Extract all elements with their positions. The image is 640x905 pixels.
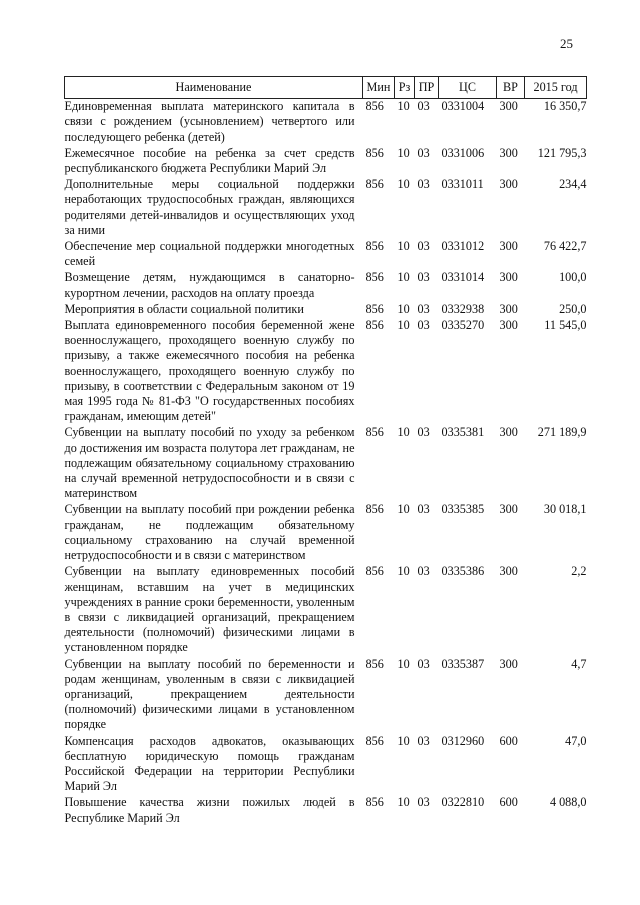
row-pr: 03 bbox=[417, 99, 430, 114]
row-min: 856 bbox=[365, 99, 384, 114]
row-cs: 0335387 bbox=[441, 656, 485, 671]
row-cs: 0332938 bbox=[441, 301, 485, 316]
row-amount: 100,0 bbox=[559, 270, 587, 285]
table-row bbox=[65, 177, 587, 239]
column-header-year: 2015 год bbox=[525, 77, 587, 99]
row-pr: 03 bbox=[417, 564, 430, 579]
row-rz: 10 bbox=[397, 425, 410, 440]
budget-table bbox=[64, 76, 587, 827]
row-name: Ежемесячное пособие на ребенка за счет средств республиканского бюджета Республики Марий Эл bbox=[64, 145, 355, 176]
row-amount: 76 422,7 bbox=[543, 239, 587, 254]
row-min: 856 bbox=[365, 564, 384, 579]
row-name: Субвенции на выплату пособий по беременности и родам женщинам, уволенным в связи с ликвидацией организаций, прекращением деятельности (полномочий) физическими лицами в установленном порядке bbox=[64, 656, 355, 732]
header-row bbox=[65, 77, 587, 99]
row-cs: 0335385 bbox=[441, 502, 485, 517]
table-row bbox=[65, 146, 587, 177]
row-amount: 250,0 bbox=[559, 301, 587, 316]
row-amount: 271 189,9 bbox=[537, 425, 587, 440]
row-vr: 300 bbox=[499, 656, 518, 671]
row-vr: 300 bbox=[499, 270, 518, 285]
row-amount: 30 018,1 bbox=[543, 502, 587, 517]
row-cs: 0322810 bbox=[441, 795, 485, 810]
row-amount: 11 545,0 bbox=[544, 318, 587, 333]
column-header-min: Мин bbox=[363, 77, 395, 99]
row-vr: 300 bbox=[499, 177, 518, 192]
row-min: 856 bbox=[365, 177, 384, 192]
row-rz: 10 bbox=[397, 656, 410, 671]
column-header-name: Наименование bbox=[65, 77, 363, 99]
row-min: 856 bbox=[365, 733, 384, 748]
row-rz: 10 bbox=[397, 795, 410, 810]
row-rz: 10 bbox=[397, 270, 410, 285]
table-row bbox=[65, 657, 587, 734]
row-cs: 0331004 bbox=[441, 99, 485, 114]
column-header-pr: ПР bbox=[415, 77, 439, 99]
row-vr: 300 bbox=[499, 425, 518, 440]
row-name: Субвенции на выплату пособий по уходу за ребенком до достижения им возраста полутора лет гражданам, не подлежащим обязательному социальному страхованию на случай временной нетрудоспособности и в связи с материнством bbox=[64, 425, 355, 501]
row-min: 856 bbox=[365, 270, 384, 285]
row-rz: 10 bbox=[397, 177, 410, 192]
row-pr: 03 bbox=[417, 656, 430, 671]
row-cs: 0312960 bbox=[441, 733, 485, 748]
row-rz: 10 bbox=[397, 502, 410, 517]
row-cs: 0335270 bbox=[441, 318, 485, 333]
row-rz: 10 bbox=[397, 145, 410, 160]
table-row bbox=[65, 302, 587, 318]
row-rz: 10 bbox=[397, 733, 410, 748]
table-row bbox=[65, 425, 587, 502]
row-rz: 10 bbox=[397, 318, 410, 333]
row-cs: 0331014 bbox=[441, 270, 485, 285]
row-min: 856 bbox=[365, 239, 384, 254]
row-pr: 03 bbox=[417, 795, 430, 810]
row-pr: 03 bbox=[417, 239, 430, 254]
column-header-rz: Рз bbox=[395, 77, 415, 99]
row-min: 856 bbox=[365, 502, 384, 517]
row-rz: 10 bbox=[397, 301, 410, 316]
table-row bbox=[65, 239, 587, 270]
row-min: 856 bbox=[365, 425, 384, 440]
row-rz: 10 bbox=[397, 564, 410, 579]
row-min: 856 bbox=[365, 318, 384, 333]
row-rz: 10 bbox=[397, 99, 410, 114]
row-vr: 300 bbox=[499, 239, 518, 254]
row-name: Единовременная выплата материнского капитала в связи с рождением (усыновлением) четвертого или последующего ребенка (детей) bbox=[64, 99, 355, 144]
table-row bbox=[65, 318, 587, 425]
row-name: Дополнительные меры социальной поддержки неработающих трудоспособных граждан, являющихся родителями детей-инвалидов и осуществляющих уход за ними bbox=[64, 177, 355, 237]
row-amount: 121 795,3 bbox=[537, 145, 587, 160]
row-vr: 300 bbox=[499, 502, 518, 517]
row-vr: 300 bbox=[499, 318, 518, 333]
row-vr: 600 bbox=[499, 733, 518, 748]
row-pr: 03 bbox=[417, 301, 430, 316]
row-name: Обеспечение мер социальной поддержки многодетных семей bbox=[64, 239, 355, 269]
table-row bbox=[65, 99, 587, 146]
page-number: 25 bbox=[560, 36, 573, 51]
table-row bbox=[65, 564, 587, 656]
table-row bbox=[65, 734, 587, 796]
table-row bbox=[65, 795, 587, 826]
row-cs: 0331011 bbox=[441, 177, 484, 192]
row-pr: 03 bbox=[417, 733, 430, 748]
row-pr: 03 bbox=[417, 177, 430, 192]
row-amount: 16 350,7 bbox=[543, 99, 587, 114]
row-name: Компенсация расходов адвокатов, оказывающих бесплатную юридическую помощь гражданам Российской Федерации на территории Республики Марий Эл bbox=[64, 733, 355, 794]
row-vr: 300 bbox=[499, 301, 518, 316]
row-amount: 4 088,0 bbox=[549, 795, 587, 810]
row-pr: 03 bbox=[417, 145, 430, 160]
row-min: 856 bbox=[365, 795, 384, 810]
row-name: Выплата единовременного пособия беременной жене военнослужащего, проходящего военную службу по призыву, а также ежемесячного пособия на ребенка военнослужащего, проходящего военную службу по призыву, в соответствии с Федеральным законом от 19 мая 1995 года № 81-ФЗ "О государственных пособиях гражданам, имеющим детей" bbox=[64, 318, 355, 424]
row-name: Субвенции на выплату единовременных пособий женщинам, вставшим на учет в медицинских учреждениях в ранние сроки беременности, уволенным в связи с ликвидацией организаций, прекращением деятельности (полномочий) физическими лицами в установленном порядке bbox=[64, 564, 355, 655]
row-amount: 2,2 bbox=[571, 564, 587, 579]
column-header-cs: ЦС bbox=[439, 77, 497, 99]
row-cs: 0331006 bbox=[441, 145, 485, 160]
row-cs: 0331012 bbox=[441, 239, 485, 254]
row-vr: 600 bbox=[499, 795, 518, 810]
row-cs: 0335386 bbox=[441, 564, 485, 579]
row-name: Возмещение детям, нуждающимся в санаторно-курортном лечении, расходов на оплату проезда bbox=[64, 270, 355, 300]
row-min: 856 bbox=[365, 656, 384, 671]
row-min: 856 bbox=[365, 145, 384, 160]
row-pr: 03 bbox=[417, 270, 430, 285]
row-name: Субвенции на выплату пособий при рождении ребенка гражданам, не подлежащим обязательному социальному страхованию на случай временной нетрудоспособности и в связи с материнством bbox=[64, 502, 355, 563]
row-amount: 234,4 bbox=[559, 177, 587, 192]
row-amount: 47,0 bbox=[565, 733, 587, 748]
row-name: Мероприятия в области социальной политики bbox=[64, 301, 304, 316]
table-body bbox=[65, 99, 587, 827]
row-pr: 03 bbox=[417, 318, 430, 333]
table-row bbox=[65, 502, 587, 564]
row-pr: 03 bbox=[417, 502, 430, 517]
row-rz: 10 bbox=[397, 239, 410, 254]
row-cs: 0335381 bbox=[441, 425, 485, 440]
row-amount: 4,7 bbox=[571, 656, 587, 671]
row-pr: 03 bbox=[417, 425, 430, 440]
column-header-vr: ВР bbox=[497, 77, 525, 99]
row-vr: 300 bbox=[499, 145, 518, 160]
row-vr: 300 bbox=[499, 99, 518, 114]
row-min: 856 bbox=[365, 301, 384, 316]
table-row bbox=[65, 270, 587, 301]
row-name: Повышение качества жизни пожилых людей в Республике Марий Эл bbox=[64, 795, 355, 825]
row-vr: 300 bbox=[499, 564, 518, 579]
